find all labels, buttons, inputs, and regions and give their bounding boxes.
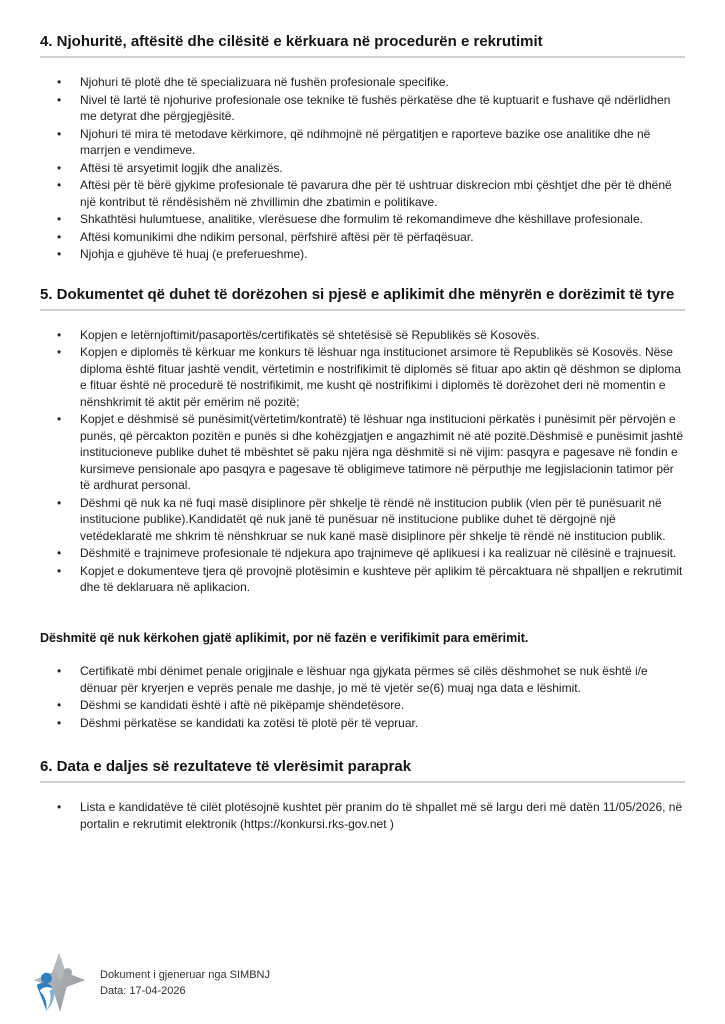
section-4-heading: 4. Njohuritë, aftësitë dhe cilësitë e kërkuara në procedurën e rekrutimit bbox=[40, 32, 685, 58]
list-item: • Kopjet e dëshmisë së punësimit(vërtetim/kontratë) të lëshuar nga institucioni përkatës i punësimit për përvojën e punës, që përcakton pozitën e punës si dhe kohëzgjatjen e angazhimit në atë pozitë.Dëshmisë e punësimit jashtë institucioneve publike duhet të mbështet së paku njëra nga dëshmitë si në vijim: pasqyra e pagesave në fondin e kursimeve pensionale apo pasqyra e pagesave të obligimeve tatimore në përputhje me legjislacionin tatimor për të ardhurat personal. bbox=[40, 411, 685, 494]
list-item: • Kopjet e dokumenteve tjera që provojnë plotësimin e kushteve për aplikim të përcaktuara në shpalljen e rekrutimit dhe të deklaruara në aplikacion. bbox=[40, 563, 685, 596]
logo-blue-figure-head bbox=[41, 973, 52, 984]
list-item: • Kopjen e diplomës të kërkuar me konkurs të lëshuar nga institucionet arsimore të Republikës së Kosovës. Nëse diploma është fituar jashtë vendit, vërtetimin e nostrifikimit të diplomës së fituar apo aktin që dëshmon se diploma e fituar është në procedurë të nostrifikimit, me kusht që nostrifikimi i diplomës të dorëzohet deri në momentin e nënshkrimit të aktit për emërim në pozitë; bbox=[40, 344, 685, 410]
list-item: • Dëshmitë e trajnimeve profesionale të ndjekura apo trajnimeve që aplikuesi i ka realizuar në cilësinë e trajnuesit. bbox=[40, 545, 685, 562]
list-item: • Njohuri të mira të metodave kërkimore, që ndihmojnë në përgatitjen e raporteve bazike ose analitike dhe në marrjen e vendimeve. bbox=[40, 126, 685, 159]
list-item: • Shkathtësi hulumtuese, analitike, vlerësuese dhe formulim të rekomandimeve dhe këshillave profesionale. bbox=[40, 211, 685, 228]
list-item: • Dëshmi që nuk ka në fuqi masë disiplinore për shkelje të rëndë në institucion publik (vlen për të punësuarit në institucione publike).Kandidatët që nuk janë të punësuar në institucione publike duhet të dërgojnë një vetëdeklaratë me shkrim të nënshkruar se nuk kanë masë disiplinore për shkelje të rëndë në institucion publik. bbox=[40, 495, 685, 545]
section-5-bullet-list bbox=[40, 327, 685, 596]
verification-note-bullet-list bbox=[40, 663, 685, 731]
list-item: • Njohja e gjuhëve të huaj (e preferueshme). bbox=[40, 246, 685, 263]
page-footer bbox=[30, 952, 270, 1014]
section-4-bullet-list bbox=[40, 74, 685, 263]
list-item: • Aftësi të arsyetimit logjik dhe analizës. bbox=[40, 160, 685, 177]
footer-text bbox=[100, 967, 270, 999]
list-item: • Lista e kandidatëve të cilët plotësojnë kushtet për pranim do të shpallet më së largu deri më datën 11/05/2026, në portalin e rekrutimit elektronik (https://konkursi.rks-gov.net ) bbox=[40, 799, 685, 832]
section-preliminary-results-date bbox=[40, 757, 685, 832]
list-item: • Certifikatë mbi dënimet penale origjinale e lëshuar nga gjykata përmes së cilës dëshmohet se nuk është i/e dënuar për kryerjen e veprës penale me dashje, jo më të vjetër se(6) muaj nga data e lëshimit. bbox=[40, 663, 685, 696]
list-item: • Dëshmi përkatëse se kandidati ka zotësi të plotë për të vepruar. bbox=[40, 715, 685, 732]
section-application-documents bbox=[40, 285, 685, 596]
logo-gray-figure-head bbox=[63, 968, 72, 977]
list-item: • Nivel të lartë të njohurive profesionale ose teknike të fushës përkatëse dhe të kuptuarit e fushave që ndërlidhen me detyrat dhe përgjegjësitë. bbox=[40, 92, 685, 125]
section-recruitment-requirements bbox=[40, 32, 685, 263]
list-item: • Aftësi për të bërë gjykime profesionale të pavarura dhe për të ushtruar diskrecion mbi çështjet dhe për të dhënë një kontribut të rëndësishëm në zhvillimin dhe zbatimin e politikave. bbox=[40, 177, 685, 210]
section-5-heading: 5. Dokumentet që duhet të dorëzohen si pjesë e aplikimit dhe mënyrën e dorëzimit të tyre bbox=[40, 285, 685, 311]
section-6-heading: 6. Data e daljes së rezultateve të vlerësimit paraprak bbox=[40, 757, 685, 783]
list-item: • Aftësi komunikimi dhe ndikim personal, përfshirë aftësi për të përfaqësuar. bbox=[40, 229, 685, 246]
list-item: • Kopjen e letërnjoftimit/pasaportës/certifikatës së shtetësisë së Republikës së Kosovës. bbox=[40, 327, 685, 344]
list-item: • Dëshmi se kandidati është i aftë në pikëpamje shëndetësore. bbox=[40, 697, 685, 714]
simbnj-logo-icon bbox=[30, 952, 88, 1014]
footer-date-line: Data: 17-04-2026 bbox=[100, 985, 186, 997]
verification-note-heading: Dëshmitë që nuk kërkohen gjatë aplikimit, por në fazën e verifikimit para emërimit. bbox=[40, 630, 529, 645]
logo-blue-figure-swoosh bbox=[46, 989, 54, 1011]
verification-note bbox=[40, 630, 685, 732]
list-item: • Njohuri të plotë dhe të specializuara në fushën profesionale specifike. bbox=[40, 74, 685, 91]
section-6-bullet-list bbox=[40, 799, 685, 832]
footer-generated-line: Dokument i gjeneruar nga SIMBNJ bbox=[100, 969, 270, 981]
